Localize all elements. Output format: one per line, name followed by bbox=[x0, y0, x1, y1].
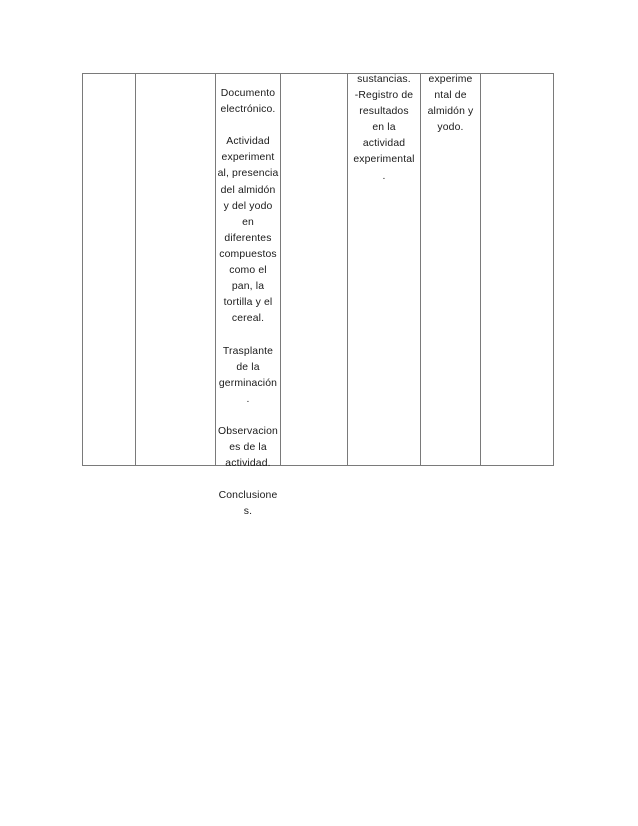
text-line: experiment bbox=[221, 152, 275, 164]
text-line: del almidón bbox=[220, 184, 276, 196]
table-cell-evaluation bbox=[348, 74, 421, 465]
text-line: Conclusione bbox=[218, 490, 278, 502]
resources-text bbox=[216, 74, 280, 521]
text-line: yodo. bbox=[437, 122, 464, 134]
text-line: experimental bbox=[353, 154, 415, 166]
text-line: de la bbox=[236, 361, 260, 373]
text-line: germinación bbox=[218, 377, 278, 389]
text-line: actividad bbox=[362, 138, 406, 150]
table-cell-col2 bbox=[136, 74, 216, 465]
text-line: s. bbox=[243, 506, 253, 518]
resources-paragraph bbox=[217, 134, 279, 327]
text-line: . bbox=[246, 393, 250, 405]
evaluation-text bbox=[348, 72, 420, 185]
text-line: -Registro de bbox=[354, 90, 414, 102]
text-line: al, presencia bbox=[217, 168, 279, 180]
table-cell-col1 bbox=[83, 74, 136, 465]
text-line: compuestos bbox=[219, 248, 277, 260]
text-line: en la bbox=[372, 122, 396, 134]
text-line: como el bbox=[229, 265, 267, 277]
product-text bbox=[421, 72, 480, 136]
text-line: en bbox=[242, 216, 254, 228]
text-line: sustancias. bbox=[357, 74, 411, 85]
text-line: . bbox=[382, 170, 386, 182]
text-line: ntal de bbox=[434, 90, 467, 102]
text-line: almidón y bbox=[427, 106, 474, 118]
table-cell-col7 bbox=[481, 74, 553, 465]
resources-paragraph bbox=[217, 424, 279, 472]
activity-table bbox=[82, 73, 554, 518]
table-cell-col4 bbox=[281, 74, 348, 465]
text-line: Observacion bbox=[218, 425, 278, 437]
text-line: Documento bbox=[220, 88, 276, 99]
resources-paragraph bbox=[217, 488, 279, 520]
text-line: Trasplante bbox=[222, 345, 274, 357]
text-line: es de la bbox=[229, 442, 267, 454]
text-line: diferentes bbox=[224, 232, 272, 244]
text-line: experime bbox=[428, 74, 473, 85]
table-cell-product bbox=[421, 74, 481, 465]
text-line: cereal. bbox=[231, 313, 265, 325]
text-line: pan, la bbox=[231, 281, 265, 293]
text-line: y del yodo bbox=[223, 200, 273, 212]
table-cell-resources bbox=[216, 74, 281, 518]
text-line: tortilla y el bbox=[223, 297, 273, 309]
resources-paragraph bbox=[217, 344, 279, 408]
text-line: resultados bbox=[359, 106, 409, 118]
text-line: Actividad bbox=[226, 136, 270, 148]
text-line: actividad. bbox=[225, 458, 271, 470]
text-line: electrónico. bbox=[220, 104, 276, 116]
resources-paragraph bbox=[217, 86, 279, 118]
